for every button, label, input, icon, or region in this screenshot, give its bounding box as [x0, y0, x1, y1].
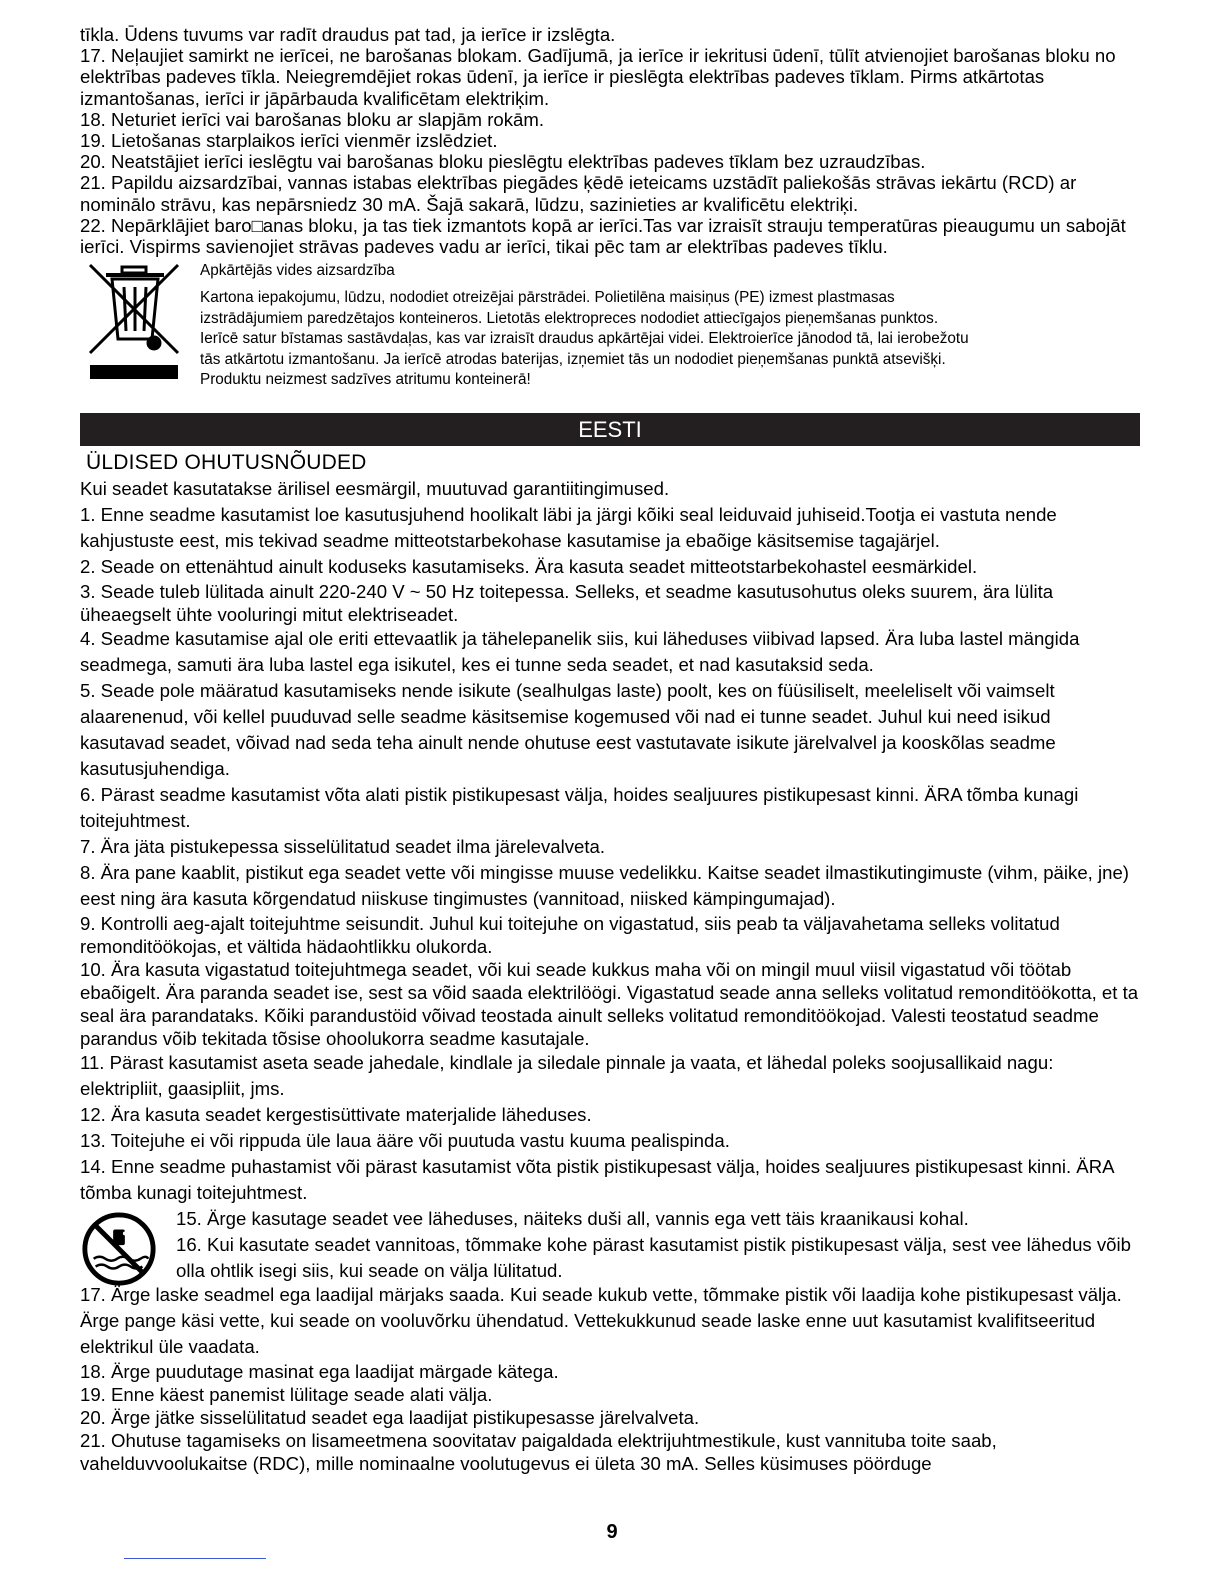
- environment-line: Kartona iepakojumu, lūdzu, nododiet otreizējai pārstrādei. Polietilēna maisiņus (PE) izmest plastmasas: [200, 289, 895, 307]
- ee-paragraph: 20. Ärge jätke sisselülitatud seadet ega laadijat pistikupesasse järelvalveta.: [80, 1407, 700, 1429]
- section-heading: ÜLDISED OHUTUSNÕUDED: [86, 451, 367, 475]
- crossed-bin-weee-icon: [84, 261, 184, 381]
- ee-paragraph: 7. Ära jäta pistukepessa sisselülitatud seadet ilma järelevalveta.: [80, 836, 606, 858]
- ee-paragraph: 8. Ära pane kaablit, pistikut ega seadet vette või mingisse muuse vedelikku. Kaitse seadet ilmastikutingimuste (vihm, päike, jne) eest ning ära kasuta kõrgendatud niiskuse tingimustes (vannitoad, niisked kämpingumajad).: [80, 862, 1130, 910]
- environment-line: Ierīcē satur bīstamas sastāvdaļas, kas var izraisīt draudus apkārtējai videi. Elektroierīce jānodod tā, lai ierobežotu: [200, 330, 969, 348]
- environment-line: izstrādājumiem paredzētajos konteineros. Lietotās elektropreces nododiet attiecīgajos pieņemšanas punktos.: [200, 309, 939, 327]
- lv-paragraph: 20. Neatstājiet ierīci ieslēgtu vai barošanas bloku pieslēgtu elektrības padeves tīklam bez uzraudzības.: [80, 151, 926, 173]
- ee-paragraph: 18. Ärge puudutage masinat ega laadijat märgade kätega.: [80, 1361, 559, 1383]
- ee-paragraph: 17. Ärge laske seadmel ega laadijal märjaks saada. Kui seade kukub vette, tõmmake pistik või laadija kohe pistikupesast välja. Ärge pange käsi vette, kui seade on vooluvõrku ühendatud. Vettekukkunud seade laske enne uut kasutamist kvalifitseeritud elektrikul üle vaadata.: [80, 1284, 1122, 1358]
- ee-paragraph: Kui seadet kasutatakse ärilisel eesmärgil, muutuvad garantiitingimused.: [80, 478, 670, 500]
- environment-title: Apkārtējās vides aizsardzība: [200, 262, 395, 280]
- environment-text: [200, 259, 1140, 391]
- lv-paragraph: 21. Papildu aizsardzībai, vannas istabas elektrības piegādes ķēdē ieteicams uzstādīt paliekošās strāvas iekārtu (RCD) ar nominālo strāvu, kas nepārsniedz 30 mA. Šajā sakarā, lūdzu, sazinieties ar kvalificētu elektriķi.: [80, 172, 1077, 215]
- ee-paragraph: 15. Ärge kasutage seadet vee läheduses, näiteks duši all, vannis ega vett täis kraanikausi kohal.: [176, 1208, 969, 1230]
- bath-warning-text: [176, 1206, 1140, 1284]
- no-water-use-icon: [80, 1210, 158, 1288]
- ee-paragraph: 12. Ära kasuta seadet kergestisüttivate materjalide läheduses.: [80, 1104, 592, 1126]
- lv-paragraph: 18. Neturiet ierīci vai barošanas bloku ar slapjām rokām.: [80, 108, 545, 130]
- footer-rule: [124, 1558, 266, 1559]
- page-number: 9: [606, 1521, 618, 1543]
- ee-paragraph: 4. Seadme kasutamise ajal ole eriti ettevaatlik ja tähelepanelik siis, kui läheduses viibivad lapsed. Ära luba lastel mängida seadmega, samuti ära luba lastel ega isikutel, kes ei tunne seda seadet, et nad kasutaksid seda.: [80, 628, 1080, 676]
- environment-line: tās atkārtotu izmantošanu. Ja ierīcē atrodas baterijas, izņemiet tās un nododiet pieņemšanas punktā atsevišķi.: [200, 350, 946, 368]
- lv-paragraph: 17. Neļaujiet samirkt ne ierīcei, ne barošanas blokam. Gadījumā, ja ierīce ir iekritusi ūdenī, tūlīt atvienojiet barošanas bloku no elektrības padeves tīkla. Neiegremdējiet rokas ūdenī, ja ierīce ir pieslēgta elektrības padeves tīklam. Pirms atkārtotas izmantošanas, ierīci ir jāpārbauda kvalificētam elektriķim.: [80, 45, 1116, 109]
- ee-paragraph: 19. Enne käest panemist lülitage seade alati välja.: [80, 1384, 493, 1406]
- ee-paragraph: 9. Kontrolli aeg-ajalt toitejuhtme seisundit. Juhul kui toitejuhe on vigastatud, siis peab ta väljavahetama selleks volitatud remonditöökojas, et vältida hädaohtlikku olukorda.: [80, 913, 1060, 958]
- ee-paragraph: 13. Toitejuhe ei või rippuda üle laua ääre või puutuda vastu kuuma pealispinda.: [80, 1130, 730, 1152]
- ee-paragraph: 10. Ära kasuta vigastatud toitejuhtmega seadet, või kui seade kukkus maha või on mingil muul viisil vigastatud või töötab ebaõigelt. Ära paranda seadet ise, sest sa võid saada elektrilöögi. Vigastatud seade anna selleks volitatud remonditöökotta, et ta seal ära parandataks. Kõiki parandustöid võivad teostada ainult selleks volitatud remonditöökojad. Valesti teostatud seadme parandus võib tekitada tõsise ohoolukorra seadme kasutajale.: [80, 959, 1139, 1050]
- ee-paragraph: 21. Ohutuse tagamiseks on lisameetmena soovitatav paigaldada elektrijuhtmestikule, kust vannituba toite saab, vahelduvvoolukaitse (RDC), mille nominaalne voolutugevus ei ületa 30 mA. Selles küsimuses pöörduge: [80, 1430, 997, 1475]
- lv-paragraph: 19. Lietošanas starplaikos ierīci vienmēr izslēdziet.: [80, 130, 498, 152]
- ee-paragraph: 11. Pärast kasutamist aseta seade jahedale, kindlale ja siledale pinnale ja vaata, et lähedal poleks soojusallikaid nagu: elektripliit, gaasipliit, jms.: [80, 1052, 1054, 1100]
- ee-paragraph: 16. Kui kasutate seadet vannitoas, tõmmake kohe pärast kasutamist pistik pistikupesast välja, sest vee lähedus võib olla ohtlik isegi siis, kui seade on välja lülitatud.: [176, 1234, 1131, 1282]
- ee-paragraph: 2. Seade on ettenähtud ainult koduseks kasutamiseks. Ära kasuta seadet mitteotstarbekohastel eesmärkidel.: [80, 556, 978, 578]
- document-page: [80, 24, 1140, 1475]
- environment-section: [80, 259, 1140, 409]
- language-section-band: EESTI: [80, 413, 1140, 446]
- ee-paragraph: 3. Seade tuleb lülitada ainult 220-240 V ~ 50 Hz toitepessa. Selleks, et seadme kasutusohutus oleks suurem, ära lülita üheaegselt ühte vooluringi mitut elektriseadet.: [80, 581, 1054, 626]
- ee-paragraph: 5. Seade pole määratud kasutamiseks nende isikute (sealhulgas laste) poolt, kes on füüsiliselt, meeleliselt või vaimselt alaarenenud, või kellel puuduvad selle seadme käsitsemise kogemused või nad ei tunne seadet. Juhul kui need isikud kasutavad seadet, võivad nad seda teha ainult nende ohutuse eest vastutavate isikute järelvalvel ja kooskõlas seadme kasutusjuhendiga.: [80, 680, 1056, 780]
- lv-paragraph: 22. Nepārklājiet baro□anas bloku, ja tas tiek izmantots kopā ar ierīci.Tas var izraisīt strauju temperatūras pieaugumu un sabojāt ierīci. Vispirms savienojiet strāvas padeves vadu ar ierīci, tikai pēc tam ar elektrības padeves tīklu.: [80, 214, 1126, 258]
- environment-line: Produktu neizmest sadzīves atritumu konteinerā!: [200, 371, 531, 389]
- ee-paragraph: 14. Enne seadme puhastamist või pärast kasutamist võta pistik pistikupesast välja, hoides sealjuures pistikupesast kinni. ÄRA tõmba kunagi toitejuhtmest.: [80, 1156, 1114, 1204]
- lv-paragraph: tīkla. Ūdens tuvums var radīt draudus pat tad, ja ierīce ir izslēgta.: [80, 24, 616, 45]
- ee-paragraph: 1. Enne seadme kasutamist loe kasutusjuhend hoolikalt läbi ja järgi kõiki seal leiduvaid juhiseid.Tootja ei vastuta nende kahjustuste eest, mis tekivad seadme mitteotstarbekohase kasutamise ja ebaõige käsitsemise tagajärjel.: [80, 504, 1057, 552]
- bath-warning-section: [80, 1206, 1140, 1282]
- ee-paragraph: 6. Pärast seadme kasutamist võta alati pistik pistikupesast välja, hoides sealjuures pistikupesast kinni. ÄRA tõmba kunagi toitejuhtmest.: [80, 784, 1079, 832]
